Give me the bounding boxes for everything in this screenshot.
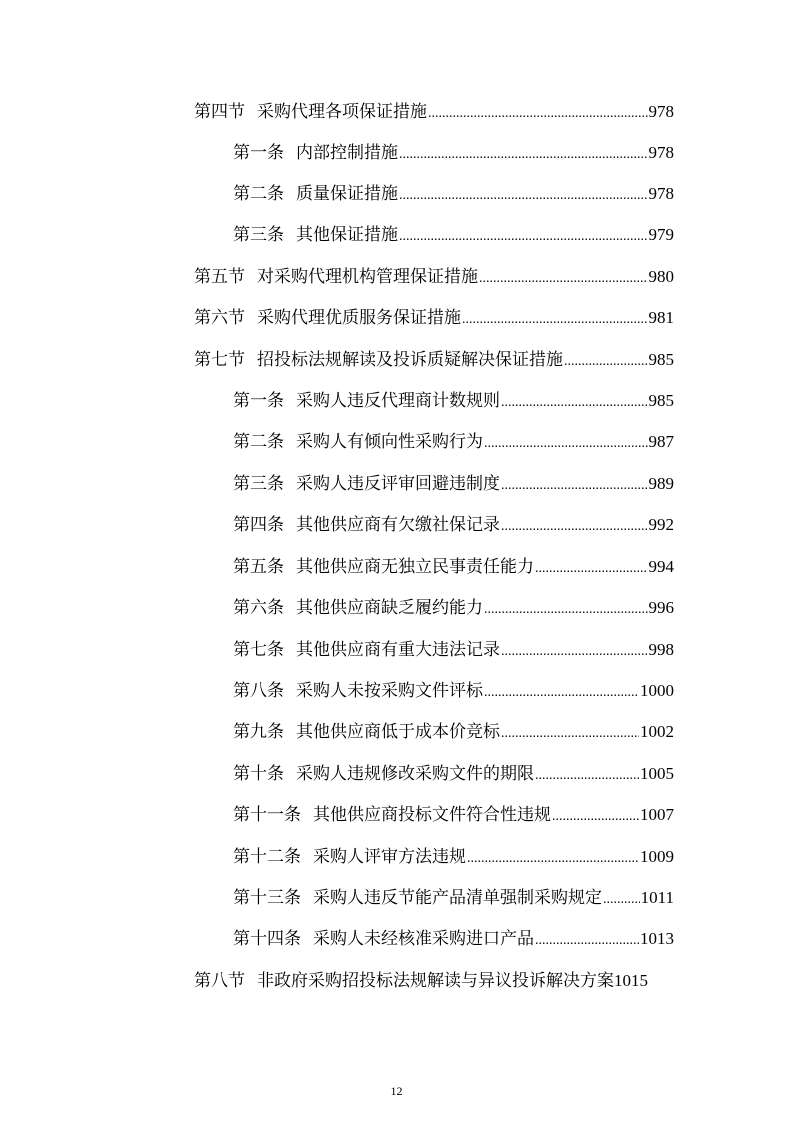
- toc-entry-number: 第一条: [233, 391, 284, 411]
- toc-entry-page: 978: [648, 143, 674, 162]
- toc-entry[interactable]: [233, 552, 674, 582]
- toc-entry-page: 994: [648, 557, 674, 576]
- toc-entry[interactable]: [233, 179, 674, 209]
- toc-entry[interactable]: [233, 469, 674, 499]
- toc-entry[interactable]: [233, 924, 674, 954]
- toc-entry-page: 996: [648, 598, 674, 617]
- toc-entry-title: 其他供应商无独立民事责任能力: [296, 557, 534, 577]
- toc-entry-title: 其他供应商有重大违法记录: [296, 640, 500, 660]
- dot-leader: [535, 766, 639, 786]
- toc-entry-page: 1015: [614, 971, 648, 990]
- toc-entry[interactable]: [194, 345, 674, 375]
- toc-entry[interactable]: [194, 97, 674, 127]
- toc-entry-number: 第五条: [233, 557, 284, 577]
- toc-entry-number: 第十条: [233, 764, 284, 784]
- toc-entry-title: 采购人有倾向性采购行为: [296, 432, 483, 452]
- toc-entry-page: 1011: [640, 888, 674, 907]
- toc-entry-number: 第六节: [194, 308, 245, 328]
- toc-entry-page: 1009: [640, 847, 674, 866]
- toc-entry-number: 第一条: [233, 143, 284, 163]
- toc-entry-title: 其他供应商低于成本价竞标: [296, 722, 500, 742]
- toc-entry[interactable]: [233, 759, 674, 789]
- toc-entry[interactable]: [233, 386, 674, 416]
- toc-entry-number: 第八条: [233, 681, 284, 701]
- toc-entry-title: 采购人未经核准采购进口产品: [313, 929, 534, 949]
- dot-leader: [484, 600, 648, 620]
- dot-leader: [479, 269, 648, 289]
- toc-entry-title: 采购人未按采购文件评标: [296, 681, 483, 701]
- toc-entry-page: 992: [648, 515, 674, 534]
- toc-entry-title: 质量保证措施: [296, 184, 398, 204]
- toc-entry-page: 1005: [640, 764, 674, 783]
- toc-entry-number: 第四条: [233, 515, 284, 535]
- toc-entry-title: 其他保证措施: [296, 225, 398, 245]
- toc-entry-page: 987: [648, 432, 674, 451]
- toc-entry-title: 采购人违反节能产品清单强制采购规定: [313, 888, 602, 908]
- toc-entry[interactable]: [233, 800, 674, 830]
- page-number: 12: [390, 1084, 403, 1098]
- toc-entry[interactable]: [194, 303, 674, 333]
- toc-entry-number: 第十三条: [233, 888, 301, 908]
- toc-entry-title: 招投标法规解读及投诉质疑解决保证措施: [257, 350, 563, 370]
- toc-entry-number: 第五节: [194, 267, 245, 287]
- toc-entry-page: 980: [648, 267, 674, 286]
- dot-leader: [603, 890, 640, 910]
- toc-entry[interactable]: [233, 635, 674, 665]
- toc-entry-number: 第十四条: [233, 929, 301, 949]
- dot-leader: [535, 931, 639, 951]
- toc-entry-number: 第六条: [233, 598, 284, 618]
- dot-leader: [501, 476, 648, 496]
- dot-leader: [535, 559, 648, 579]
- dot-leader: [467, 849, 639, 869]
- toc-entry[interactable]: [233, 510, 674, 540]
- dot-leader: [462, 310, 648, 330]
- toc-entry-number: 第九条: [233, 722, 284, 742]
- toc-entry-number: 第十二条: [233, 847, 301, 867]
- toc-entry-page: 1000: [640, 681, 674, 700]
- toc-entry-page: 1013: [640, 929, 674, 948]
- toc-entry-page: 985: [648, 391, 674, 410]
- dot-leader: [428, 104, 648, 124]
- toc-entry-title: 非政府采购招投标法规解读与异议投诉解决方案: [257, 971, 614, 991]
- toc-entry-page: 978: [648, 102, 674, 121]
- toc-entry-page: 979: [648, 225, 674, 244]
- toc-entry-page: 981: [648, 308, 674, 327]
- toc-entry-title: 其他供应商有欠缴社保记录: [296, 515, 500, 535]
- toc-entry-page: 978: [648, 184, 674, 203]
- toc-entry-page: 989: [648, 474, 674, 493]
- dot-leader: [501, 642, 648, 662]
- toc-entry[interactable]: [194, 966, 694, 996]
- dot-leader: [501, 393, 648, 413]
- toc-entry[interactable]: [233, 717, 674, 747]
- toc-entry-number: 第三条: [233, 474, 284, 494]
- toc-entry-title: 内部控制措施: [296, 143, 398, 163]
- toc-entry-number: 第二条: [233, 184, 284, 204]
- toc-entry[interactable]: [233, 842, 674, 872]
- toc-entry-title: 采购人违反评审回避违制度: [296, 474, 500, 494]
- toc-entry-page: 1007: [640, 805, 674, 824]
- toc-entry[interactable]: [233, 676, 674, 706]
- toc-entry-number: 第四节: [194, 102, 245, 122]
- dot-leader: [484, 683, 639, 703]
- toc-entry[interactable]: [194, 262, 674, 292]
- toc-entry-title: 采购人违反代理商计数规则: [296, 391, 500, 411]
- dot-leader: [501, 724, 639, 744]
- toc-entry[interactable]: [233, 427, 674, 457]
- toc-entry-title: 采购代理各项保证措施: [257, 102, 427, 122]
- toc-entry-number: 第八节: [194, 971, 245, 991]
- toc-entry-number: 第七节: [194, 350, 245, 370]
- dot-leader: [399, 145, 648, 165]
- toc-entry-number: 第七条: [233, 640, 284, 660]
- toc-entry-page: 985: [648, 350, 674, 369]
- dot-leader: [552, 807, 639, 827]
- toc-entry[interactable]: [233, 220, 674, 250]
- toc-entry-title: 采购人评审方法违规: [313, 847, 466, 867]
- toc-entry-page: 1002: [640, 722, 674, 741]
- toc-entry-number: 第十一条: [233, 805, 301, 825]
- toc-entry[interactable]: [233, 883, 674, 913]
- dot-leader: [564, 352, 648, 372]
- dot-leader: [484, 434, 648, 454]
- toc-entry-title: 其他供应商投标文件符合性违规: [313, 805, 551, 825]
- toc-entry-title: 采购代理优质服务保证措施: [257, 308, 461, 328]
- toc-entry[interactable]: [233, 138, 674, 168]
- dot-leader: [399, 186, 648, 206]
- dot-leader: [501, 517, 648, 537]
- toc-entry-title: 其他供应商缺乏履约能力: [296, 598, 483, 618]
- toc-entry-number: 第二条: [233, 432, 284, 452]
- toc-entry-title: 对采购代理机构管理保证措施: [257, 267, 478, 287]
- dot-leader: [399, 227, 648, 247]
- toc-entry-title: 采购人违规修改采购文件的期限: [296, 764, 534, 784]
- toc-entry-page: 998: [648, 640, 674, 659]
- toc-entry-number: 第三条: [233, 225, 284, 245]
- toc-entry[interactable]: [233, 593, 674, 623]
